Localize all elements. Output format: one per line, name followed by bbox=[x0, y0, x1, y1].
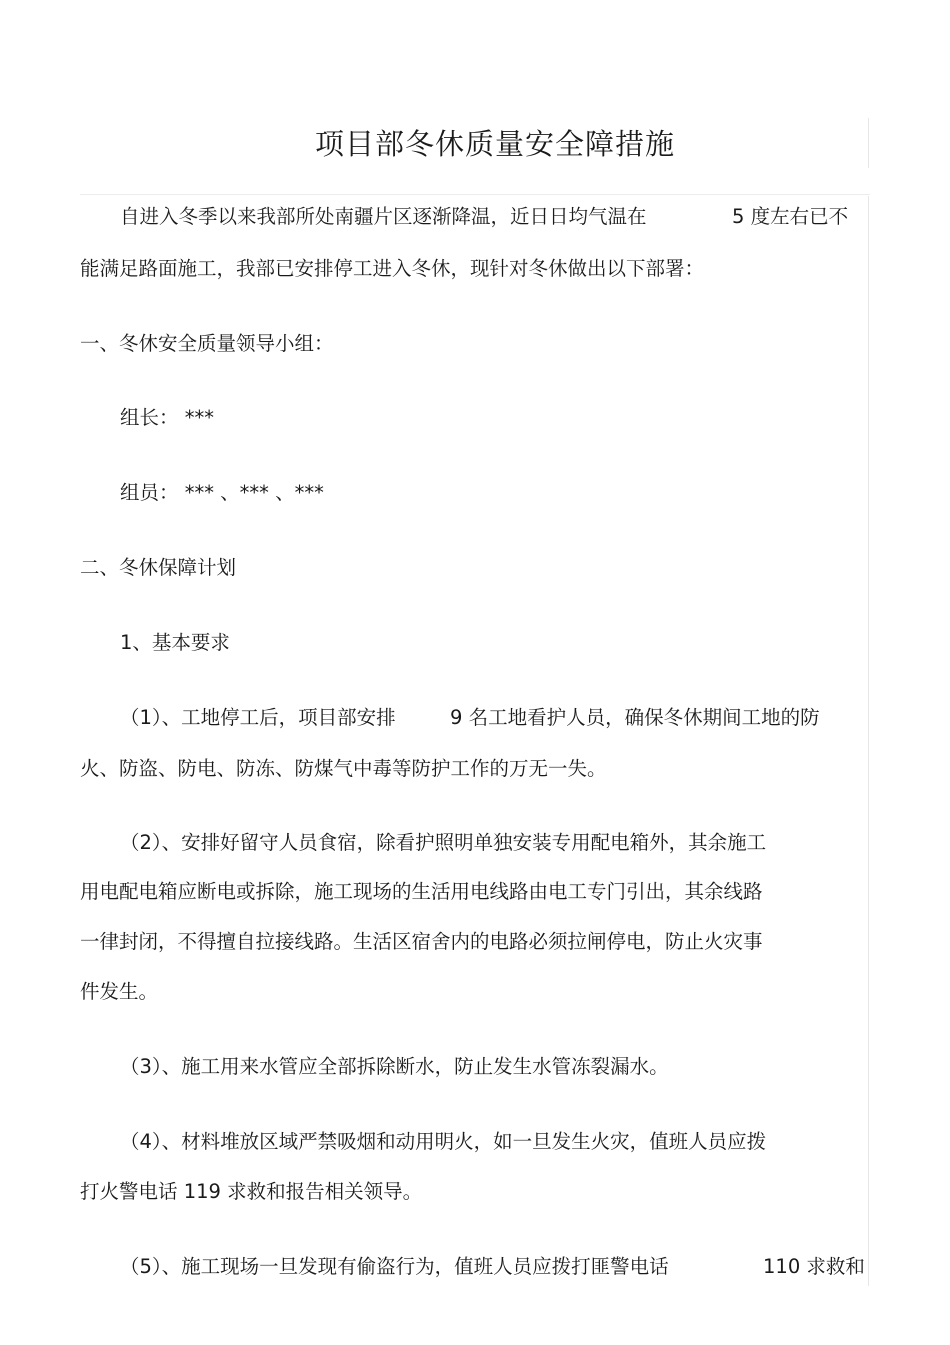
item-1-line-1b: 9 名工地看护人员，确保冬休期间工地的防 bbox=[450, 706, 820, 729]
item-2-line-1: （2）、安排好留守人员食宿，除看护照明单独安装专用配电箱外，其余施工 bbox=[120, 831, 767, 854]
item-4-line-2: 打火警电话 119 求救和报告相关领导。 bbox=[80, 1180, 423, 1203]
item-2-line-2: 用电配电箱应断电或拆除，施工现场的生活用电线路由电工专门引出，其余线路 bbox=[80, 880, 763, 903]
intro-line-1a: 自进入冬季以来我部所处南疆片区逐渐降温，近日日均气温在 bbox=[120, 205, 647, 228]
item-2-line-4: 件发生。 bbox=[80, 980, 159, 1003]
section-1-leader: 组长： *** bbox=[120, 406, 214, 429]
intro-line-2: 能满足路面施工，我部已安排停工进入冬休，现针对冬休做出以下部署： bbox=[80, 257, 705, 280]
item-4-line-1: （4）、材料堆放区域严禁吸烟和动用明火，如一旦发生火灾，值班人员应拨 bbox=[120, 1130, 767, 1153]
page-edge-line bbox=[868, 196, 869, 1286]
document-title: 项目部冬休质量安全障措施 bbox=[314, 127, 675, 161]
item-2-line-3: 一律封闭，不得擅自拉接线路。生活区宿舍内的电路必须拉闸停电，防止火灾事 bbox=[80, 930, 763, 953]
intro-line-1b: 5 度左右已不 bbox=[732, 205, 849, 228]
item-1-line-1a: （1）、工地停工后，项目部安排 bbox=[120, 706, 396, 729]
header-divider bbox=[80, 194, 870, 195]
section-1-heading: 一、冬休安全质量领导小组： bbox=[80, 332, 334, 355]
section-2-heading: 二、冬休保障计划 bbox=[80, 556, 237, 579]
item-5-line-1b: 110 求救和 bbox=[763, 1255, 865, 1278]
item-5-line-1a: （5）、施工现场一旦发现有偷盗行为，值班人员应拨打匪警电话 bbox=[120, 1255, 669, 1278]
item-3-line-1: （3）、施工用来水管应全部拆除断水，防止发生水管冻裂漏水。 bbox=[120, 1055, 669, 1078]
section-1-members: 组员： *** 、*** 、*** bbox=[120, 481, 324, 504]
item-1-line-2: 火、防盗、防电、防冻、防煤气中毒等防护工作的万无一失。 bbox=[80, 757, 607, 780]
section-2-subheading-1: 1、基本要求 bbox=[120, 631, 230, 654]
